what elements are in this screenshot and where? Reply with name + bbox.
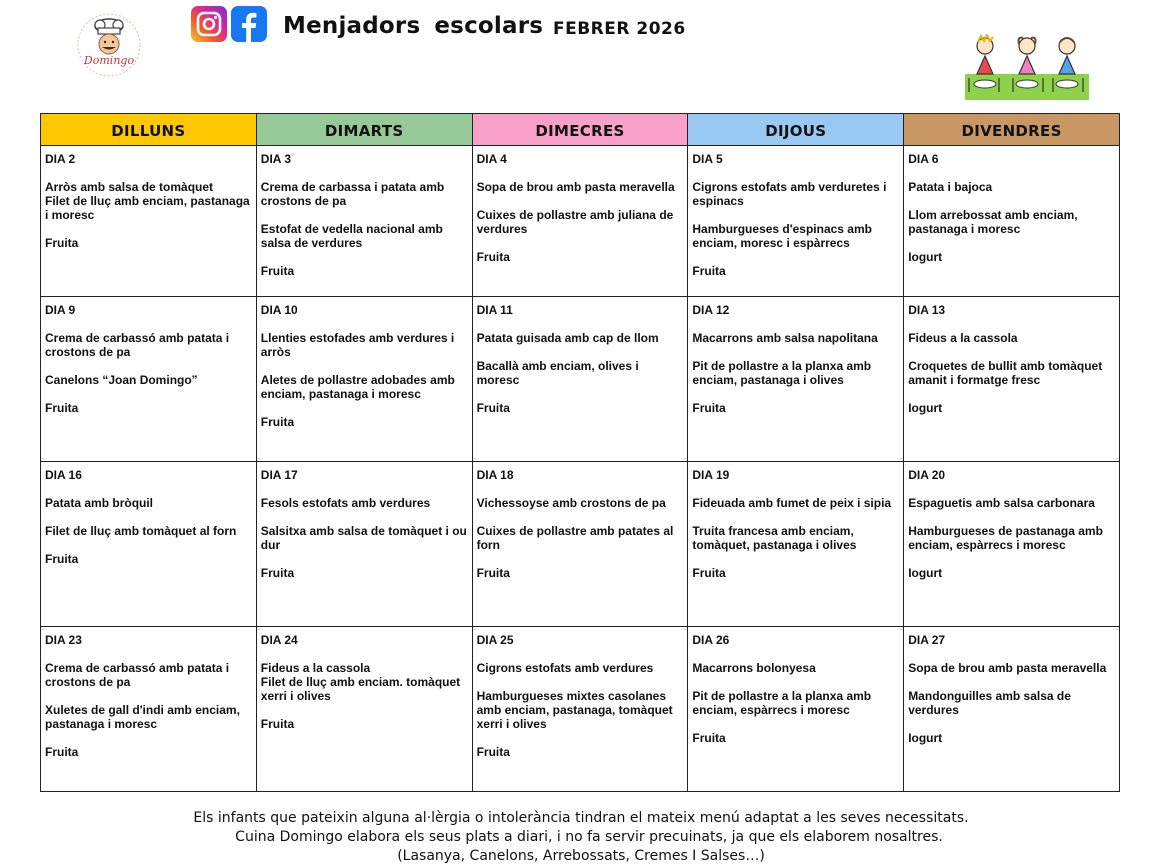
- day-number: DIA 25: [476, 633, 514, 647]
- first-course: Crema de carbassa i patata amb crostons de pa: [260, 180, 445, 208]
- weekly-menu-table: [40, 113, 1120, 792]
- day-number: DIA 20: [908, 468, 946, 482]
- second-course: Pit de pollastre a la planxa amb enciam, espàrrecs i moresc: [692, 689, 872, 717]
- day-number: DIA 5: [692, 152, 723, 166]
- header-friday: DIVENDRES: [904, 114, 1120, 146]
- second-course: Xuletes de gall d'indi amb enciam, pastanaga i moresc: [45, 703, 240, 731]
- footer-notes: [0, 809, 1162, 866]
- day-number: DIA 3: [260, 152, 292, 166]
- homemade-examples: (Lasanya, Canelons, Arrebossats, Cremes I Salses…): [397, 848, 765, 864]
- dessert: Iogurt: [908, 566, 943, 580]
- day-number: DIA 26: [692, 633, 730, 647]
- day-cell: [688, 297, 904, 462]
- week-row: [41, 627, 1120, 792]
- dessert: Iogurt: [908, 401, 943, 415]
- week-row: [41, 146, 1120, 297]
- second-course: Bacallà amb enciam, olives i moresc: [476, 359, 639, 387]
- day-cell: [688, 462, 904, 627]
- second-course: Filet de lluç amb enciam, pastanaga i moresc: [45, 194, 250, 222]
- day-number: DIA 9: [45, 303, 76, 317]
- header-thursday: DIJOUS: [688, 114, 904, 146]
- dessert: Iogurt: [908, 250, 943, 264]
- first-course: Fideus a la cassola: [908, 331, 1018, 345]
- dessert: Fruita: [692, 264, 726, 278]
- day-cell: [472, 297, 688, 462]
- day-cell: [256, 462, 472, 627]
- svg-text:Domingo: Domingo: [83, 54, 135, 67]
- day-number: DIA 12: [692, 303, 730, 317]
- dessert: Fruita: [45, 401, 79, 415]
- day-cell: [41, 146, 257, 297]
- week-row: [41, 462, 1120, 627]
- day-cell: [256, 146, 472, 297]
- facebook-icon[interactable]: [231, 6, 267, 42]
- day-number: DIA 19: [692, 468, 730, 482]
- dessert: Fruita: [45, 236, 79, 250]
- first-course: Macarrons amb salsa napolitana: [692, 331, 878, 345]
- day-number: DIA 2: [45, 152, 76, 166]
- first-course: Sopa de brou amb pasta meravella: [476, 180, 675, 194]
- day-cell: [472, 627, 688, 792]
- day-number: DIA 27: [908, 633, 946, 647]
- second-course: Hamburgueses de pastanaga amb enciam, espàrrecs i moresc: [908, 524, 1103, 552]
- day-cell: [688, 627, 904, 792]
- day-number: DIA 6: [908, 152, 939, 166]
- first-course: Llenties estofades amb verdures i arròs: [260, 331, 455, 359]
- first-course: Arròs amb salsa de tomàquet: [45, 180, 214, 194]
- header-tuesday: DIMARTS: [256, 114, 472, 146]
- second-course: Canelons “Joan Domingo”: [45, 373, 198, 387]
- children-at-table-icon: [963, 34, 1091, 100]
- second-course: Hamburgueses d'espinacs amb enciam, moresc i espàrrecs: [692, 222, 872, 250]
- second-course: Filet de lluç amb tomàquet al forn: [45, 524, 237, 538]
- second-course: Llom arrebossat amb enciam, pastanaga i moresc: [908, 208, 1078, 236]
- week-row: [41, 297, 1120, 462]
- day-cell: [41, 462, 257, 627]
- day-cell: [904, 297, 1120, 462]
- day-cell: [41, 297, 257, 462]
- dessert: Fruita: [260, 566, 295, 580]
- first-course: Sopa de brou amb pasta meravella: [908, 661, 1107, 675]
- first-course: Crema de carbassó amb patata i crostons de pa: [45, 331, 230, 359]
- second-course: Truita francesa amb enciam, tomàquet, pastanaga i olives: [692, 524, 857, 552]
- dessert: Fruita: [45, 745, 79, 759]
- day-number: DIA 23: [45, 633, 82, 647]
- first-course: Patata amb bròquil: [45, 496, 154, 510]
- first-course: Crema de carbassó amb patata i crostons de pa: [45, 661, 230, 689]
- day-cell: [256, 627, 472, 792]
- first-course: Vichessoyse amb crostons de pa: [476, 496, 666, 510]
- second-course: Estofat de vedella nacional amb salsa de verdures: [260, 222, 443, 250]
- first-course: Patata i bajoca: [908, 180, 993, 194]
- instagram-icon[interactable]: [191, 6, 227, 42]
- header-monday: DILLUNS: [41, 114, 257, 146]
- day-cell: [904, 627, 1120, 792]
- dessert: Fruita: [476, 250, 510, 264]
- dessert: Fruita: [260, 415, 295, 429]
- header-wednesday: DIMECRES: [472, 114, 688, 146]
- day-number: DIA 18: [476, 468, 514, 482]
- second-course: Croquetes de bullit amb tomàquet amanit i formatge fresc: [908, 359, 1103, 387]
- weekday-header-row: [41, 114, 1120, 146]
- second-course: Filet de lluç amb enciam. tomàquet xerri i olives: [260, 675, 461, 703]
- second-course: Aletes de pollastre adobades amb enciam, pastanaga i moresc: [260, 373, 455, 401]
- title-word-1: Menjadors: [283, 13, 421, 39]
- first-course: Fideuada amb fumet de peix i sipia: [692, 496, 892, 510]
- first-course: Fideus a la cassola: [260, 661, 371, 675]
- dessert: Fruita: [692, 731, 726, 745]
- first-course: Patata guisada amb cap de llom: [476, 331, 659, 345]
- dessert: Fruita: [476, 745, 510, 759]
- dessert: Fruita: [476, 566, 510, 580]
- day-number: DIA 16: [45, 468, 82, 482]
- day-number: DIA 24: [260, 633, 298, 647]
- second-course: Pit de pollastre a la planxa amb enciam, pastanaga i olives: [692, 359, 872, 387]
- dessert: Fruita: [692, 566, 726, 580]
- dessert: Fruita: [260, 717, 295, 731]
- allergy-note: Els infants que pateixin alguna al·lèrgia o intolerància tindran el mateix menú adaptat a les seves necessitats.: [193, 810, 969, 826]
- day-number: DIA 17: [260, 468, 298, 482]
- dessert: Fruita: [692, 401, 726, 415]
- dessert: Iogurt: [908, 731, 943, 745]
- day-cell: [256, 297, 472, 462]
- first-course: Cigrons estofats amb verduretes i espinacs: [692, 180, 887, 208]
- page-title: [283, 13, 543, 39]
- first-course: Espaguetis amb salsa carbonara: [908, 496, 1095, 510]
- first-course: Macarrons bolonyesa: [692, 661, 816, 675]
- day-cell: [472, 462, 688, 627]
- day-number: DIA 13: [908, 303, 946, 317]
- title-word-2: escolars: [434, 13, 544, 39]
- day-cell: [41, 627, 257, 792]
- day-number: DIA 4: [476, 152, 507, 166]
- day-cell: [904, 462, 1120, 627]
- dessert: Fruita: [45, 552, 79, 566]
- dessert: Fruita: [476, 401, 510, 415]
- dessert: Fruita: [260, 264, 295, 278]
- chef-logo-icon: [76, 12, 142, 78]
- second-course: Cuixes de pollastre amb patates al forn: [476, 524, 674, 552]
- homemade-note: Cuina Domingo elabora els seus plats a diari, i no fa servir precuinats, ja que els elaborem nosaltres.: [235, 829, 943, 845]
- day-number: DIA 10: [260, 303, 298, 317]
- month-label: FEBRER 2026: [553, 19, 686, 39]
- first-course: Fesols estofats amb verdures: [260, 496, 431, 510]
- second-course: Cuixes de pollastre amb juliana de verdures: [476, 208, 674, 236]
- first-course: Cigrons estofats amb verdures: [476, 661, 654, 675]
- day-cell: [472, 146, 688, 297]
- day-number: DIA 11: [476, 303, 513, 317]
- day-cell: [904, 146, 1120, 297]
- second-course: Hamburgueses mixtes casolanes amb enciam, pastanaga, tomàquet xerri i olives: [476, 689, 673, 731]
- second-course: Salsitxa amb salsa de tomàquet i ou dur: [260, 524, 467, 552]
- day-cell: [688, 146, 904, 297]
- second-course: Mandonguilles amb salsa de verdures: [908, 689, 1071, 717]
